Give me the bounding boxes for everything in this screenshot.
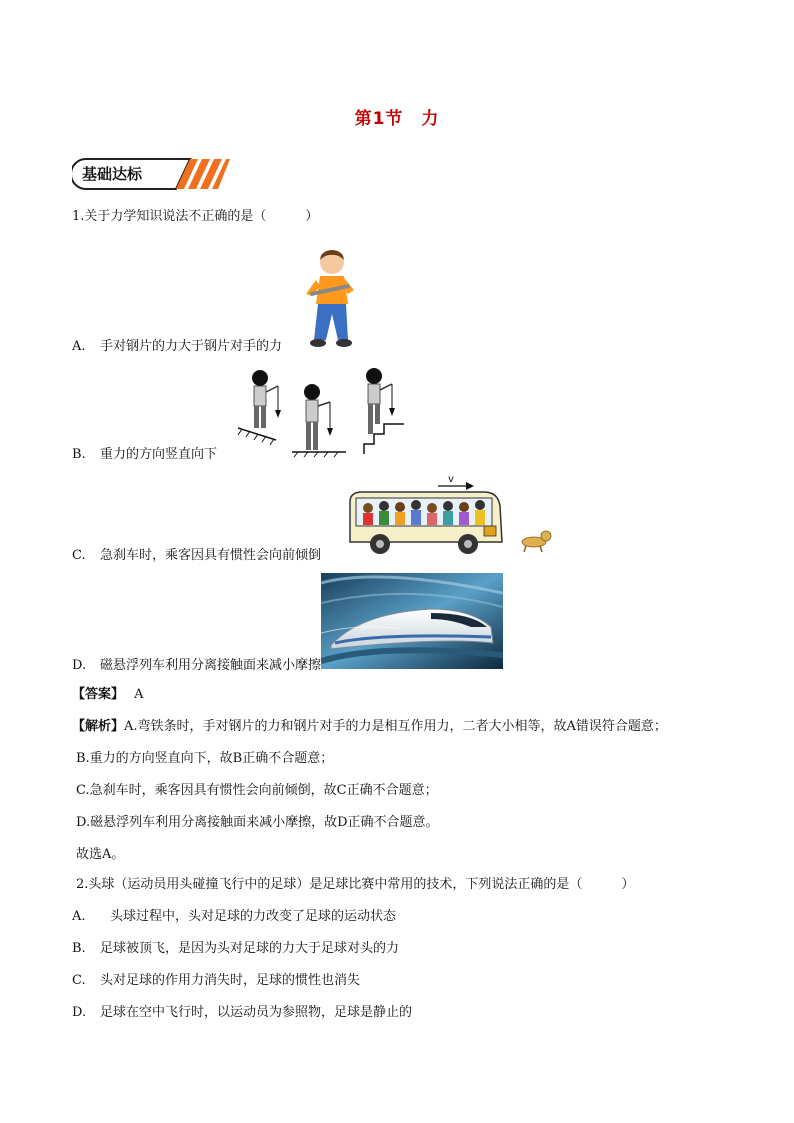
q1-option-b: B. 重力的方向竖直向下 bbox=[72, 447, 218, 462]
q1-analysis-line-3: C.急刹车时，乘客因具有惯性会向前倾倒，故C正确不合题意； bbox=[76, 783, 438, 798]
q2-option-a: A. 头球过程中，头对足球的力改变了足球的运动状态 bbox=[72, 909, 397, 924]
q1-option-a: A. 手对钢片的力大于钢片对手的力 bbox=[72, 339, 283, 354]
section-banner bbox=[72, 155, 232, 193]
q2-option-d: D. 足球在空中飞行时，以运动员为参照物，足球是静止的 bbox=[72, 1005, 413, 1020]
q2-option-c: C. 头对足球的作用力消失时，足球的惯性也消失 bbox=[72, 973, 361, 988]
q1-analysis-line-1: 【解析】A.弯铁条时，手对钢片的力和钢片对手的力是相互作用力，二者大小相等，故A错误符合题意； bbox=[72, 719, 667, 734]
q1-analysis-line-2: B.重力的方向竖直向下，故B正确不合题意； bbox=[76, 751, 334, 766]
question-2-stem: 2.头球（运动员用头碰撞飞行中的足球）是足球比赛中常用的技术，下列说法正确的是（ ） bbox=[76, 877, 635, 892]
q1-analysis-line-5: 故选A。 bbox=[76, 847, 125, 862]
image-boy-steel bbox=[302, 248, 362, 354]
question-1-stem: 1.关于力学知识说法不正确的是（ ） bbox=[72, 209, 319, 224]
page-title: 第1节 力 bbox=[354, 109, 440, 129]
q1-option-d: D. 磁悬浮列车利用分离接触面来减小摩擦 bbox=[72, 658, 322, 673]
image-bus-braking bbox=[344, 472, 556, 562]
image-plumb-line bbox=[236, 364, 406, 462]
image-maglev-train bbox=[321, 573, 503, 673]
q1-answer: 【答案】 A bbox=[72, 687, 144, 702]
q2-option-b: B. 足球被顶飞，是因为头对足球的力大于足球对头的力 bbox=[72, 941, 400, 956]
q1-analysis-line-4: D.磁悬浮列车利用分离接触面来减小摩擦，故D正确不合题意。 bbox=[76, 815, 439, 830]
section-label: 基础达标 bbox=[82, 165, 143, 183]
velocity-label: v bbox=[448, 474, 454, 485]
q1-option-c: C. 急刹车时，乘客因具有惯性会向前倾倒 bbox=[72, 548, 322, 563]
